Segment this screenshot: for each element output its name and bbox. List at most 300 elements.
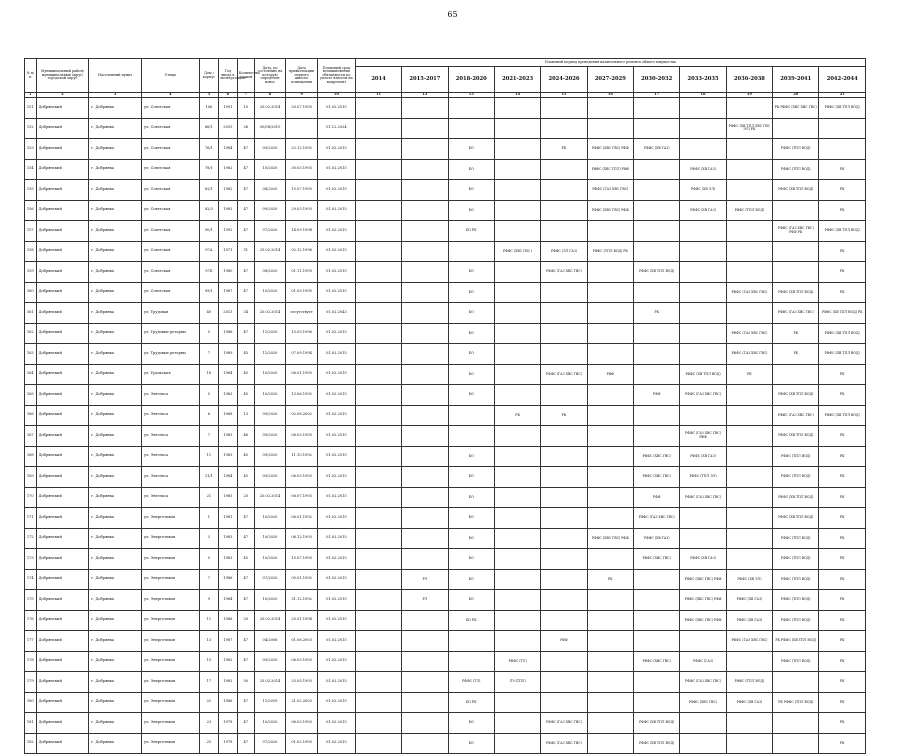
period-work-cell	[726, 262, 772, 283]
row-number: 180	[25, 692, 37, 713]
period-work-cell: РК	[819, 672, 866, 693]
street-cell: ул. Трудовые резервы	[141, 323, 199, 344]
period-work-cell	[541, 159, 587, 180]
period-work-cell: РФФС (ГАЗ ХВС ГВС)	[680, 672, 726, 693]
settlement-cell: г. Добрянка	[89, 610, 142, 631]
floors-cell: 47	[237, 631, 254, 652]
deadline-cell: 01.02.2015	[317, 446, 355, 467]
house-cell: 11	[199, 446, 218, 467]
year-built-cell: 1992	[218, 221, 237, 242]
inclusion-date-cell: 10/2020	[254, 282, 286, 303]
year-built-cell: 1991	[218, 98, 237, 119]
period-work-cell: РК РФФС (ХВ ТПЛ ВОД)	[773, 631, 819, 652]
inclusion-date-cell: 09/2020	[254, 139, 286, 160]
district-cell: Добрянский	[36, 323, 89, 344]
table-row	[25, 713, 866, 734]
header-period: 2036-2038	[726, 67, 772, 93]
period-work-cell	[494, 159, 540, 180]
period-work-cell: РК	[819, 733, 866, 754]
table-row	[25, 426, 866, 447]
deadline-cell: 01.02.2015	[317, 405, 355, 426]
header-no: № п/п	[25, 59, 37, 93]
privatization-date-cell: 11.10.1992	[286, 446, 318, 467]
period-work-cell: БО	[448, 344, 494, 365]
house-cell: 7	[199, 569, 218, 590]
period-work-cell: БО	[448, 569, 494, 590]
period-work-cell: РФФС (ГАЗ ХВС ГВС)	[587, 180, 633, 201]
table-row	[25, 139, 866, 160]
settlement-cell: г. Добрянка	[89, 200, 142, 221]
year-built-cell: 1986	[218, 569, 237, 590]
floors-cell: 47	[237, 221, 254, 242]
period-work-cell: РК	[819, 364, 866, 385]
settlement-cell: г. Добрянка	[89, 426, 142, 447]
period-work-cell	[355, 467, 401, 488]
street-cell: ул. Советская	[141, 221, 199, 242]
period-work-cell: РФФС (ГАЗ ХВС ГВС)	[634, 508, 680, 529]
column-number: 6	[218, 93, 237, 98]
period-work-cell	[448, 426, 494, 447]
settlement-cell: г. Добрянка	[89, 508, 142, 529]
period-work-cell	[402, 303, 448, 324]
period-work-cell: РК РФФС (ХВС ХВС ГВС)	[773, 98, 819, 119]
period-work-cell: БО	[448, 180, 494, 201]
period-work-cell	[494, 282, 540, 303]
house-cell: 22	[199, 692, 218, 713]
period-work-cell	[402, 323, 448, 344]
inclusion-date-cell: 07/2020	[254, 733, 286, 754]
period-work-cell: РК	[819, 467, 866, 488]
period-work-cell	[541, 426, 587, 447]
period-work-cell	[355, 98, 401, 119]
table-row	[25, 118, 866, 139]
period-work-cell	[680, 241, 726, 262]
district-cell: Добрянский	[36, 303, 89, 324]
floors-cell: 45	[237, 446, 254, 467]
period-work-cell: РФФС (ГАЗ ХВС ГВС)	[541, 713, 587, 734]
inclusion-date-cell: 11/2020	[254, 323, 286, 344]
period-work-cell: БО	[448, 487, 494, 508]
period-work-cell	[819, 139, 866, 160]
capital-repair-register	[24, 58, 866, 754]
year-built-cell: 1984	[218, 467, 237, 488]
privatization-date-cell: 30.03.1993	[286, 159, 318, 180]
period-work-cell: БО	[448, 528, 494, 549]
period-work-cell	[541, 323, 587, 344]
house-cell: 5	[199, 385, 218, 406]
year-built-cell: 1985	[218, 487, 237, 508]
inclusion-date-cell: 08/2020	[254, 262, 286, 283]
street-cell: ул. Советская	[141, 200, 199, 221]
period-work-cell: РФФС (ХВС ГВС) РФФ	[587, 200, 633, 221]
period-work-cell: РК	[819, 528, 866, 549]
floors-cell: 47	[237, 528, 254, 549]
period-work-cell: РК	[819, 569, 866, 590]
table-row	[25, 385, 866, 406]
table-row	[25, 610, 866, 631]
period-work-cell: БО	[448, 364, 494, 385]
period-work-cell	[587, 651, 633, 672]
period-work-cell	[541, 672, 587, 693]
privatization-date-cell: 31.12.1992	[286, 590, 318, 611]
row-number: 176	[25, 610, 37, 631]
period-work-cell	[402, 426, 448, 447]
table-row	[25, 692, 866, 713]
period-work-cell: РФФС (ХВС ГВС)	[634, 467, 680, 488]
period-work-cell	[726, 139, 772, 160]
table-row	[25, 549, 866, 570]
period-work-cell	[541, 610, 587, 631]
district-cell: Добрянский	[36, 590, 89, 611]
period-work-cell: РФФС (ХВ ГАЗ)	[680, 549, 726, 570]
table-row	[25, 180, 866, 201]
period-work-cell: РФФС (ХВ ТПЛ ВОД)	[773, 385, 819, 406]
year-built-cell: 1982	[218, 651, 237, 672]
period-work-cell	[355, 180, 401, 201]
period-work-cell	[448, 631, 494, 652]
period-work-cell	[402, 651, 448, 672]
house-cell: 82/3	[199, 200, 218, 221]
district-cell: Добрянский	[36, 426, 89, 447]
table-row	[25, 241, 866, 262]
period-work-cell: РФФ	[541, 631, 587, 652]
period-work-cell	[448, 118, 494, 139]
header-inclusion-date: Дата, по состоянию на которую определен износ	[254, 59, 286, 93]
table-row	[25, 631, 866, 652]
period-work-cell	[726, 180, 772, 201]
period-work-cell	[355, 733, 401, 754]
period-work-cell	[402, 631, 448, 652]
period-work-cell: РФФС (ТПЛ ВОД)	[773, 139, 819, 160]
period-work-cell: РФФС (ХВС ГВС) РФФ	[680, 610, 726, 631]
header-street: Улица	[141, 59, 199, 93]
row-number: 154	[25, 159, 37, 180]
district-cell: Добрянский	[36, 405, 89, 426]
header-year-built: Год ввода в эксплуатацию	[218, 59, 237, 93]
period-work-cell	[680, 528, 726, 549]
period-work-cell	[355, 405, 401, 426]
inclusion-date-cell: 09/2020	[254, 446, 286, 467]
inclusion-date-cell: 11/2019	[254, 692, 286, 713]
deadline-cell: 01.02.2015	[317, 467, 355, 488]
period-work-cell	[680, 405, 726, 426]
year-built-cell: 1980	[218, 262, 237, 283]
street-cell: ул. Советская	[141, 98, 199, 119]
period-work-cell	[494, 467, 540, 488]
privatization-date-cell: 06.12.1993	[286, 528, 318, 549]
row-number: 161	[25, 303, 37, 324]
period-work-cell	[587, 385, 633, 406]
period-work-cell: РФФС (ТПЛ ВОД)	[773, 590, 819, 611]
period-work-cell: РК	[819, 282, 866, 303]
period-work-cell	[726, 446, 772, 467]
floors-cell: 47	[237, 180, 254, 201]
period-work-cell	[355, 139, 401, 160]
period-work-cell: РФФС (ХВ ЭЛ)	[680, 180, 726, 201]
year-built-cell: 1983	[218, 446, 237, 467]
period-work-cell	[355, 221, 401, 242]
period-work-cell	[494, 323, 540, 344]
inclusion-date-cell: 30/08/2015	[254, 118, 286, 139]
period-work-cell: РК	[773, 344, 819, 365]
period-work-cell	[541, 200, 587, 221]
period-work-cell	[448, 98, 494, 119]
period-work-cell	[494, 610, 540, 631]
period-work-cell: РФФ	[587, 364, 633, 385]
period-work-cell: РК	[634, 303, 680, 324]
period-work-cell: РФФС (ХВС ГВС) РФФ	[587, 528, 633, 549]
row-number: 153	[25, 139, 37, 160]
floors-cell: 25	[237, 487, 254, 508]
privatization-date-cell: отсутствует	[286, 303, 318, 324]
deadline-cell: 01.02.2015	[317, 672, 355, 693]
period-work-cell: БО	[448, 590, 494, 611]
period-work-cell	[634, 159, 680, 180]
row-number: 174	[25, 569, 37, 590]
period-work-cell	[680, 221, 726, 242]
column-number: 18	[680, 93, 726, 98]
settlement-cell: г. Добрянка	[89, 467, 142, 488]
period-work-cell	[587, 426, 633, 447]
period-work-cell	[541, 487, 587, 508]
period-work-cell	[355, 200, 401, 221]
deadline-cell: 01.02.2015	[317, 610, 355, 631]
privatization-date-cell: 13.06.1992	[286, 385, 318, 406]
period-work-cell	[587, 98, 633, 119]
period-work-cell: РК	[819, 590, 866, 611]
period-work-cell	[494, 180, 540, 201]
period-work-cell	[494, 590, 540, 611]
floors-cell: 47	[237, 590, 254, 611]
period-work-cell	[587, 692, 633, 713]
deadline-cell: 01.02.2015	[317, 241, 355, 262]
period-work-cell	[402, 221, 448, 242]
deadline-cell: 01.02.2015	[317, 590, 355, 611]
period-work-cell	[541, 344, 587, 365]
house-cell: 90/1	[199, 221, 218, 242]
inclusion-date-cell: 07/2020	[254, 569, 286, 590]
street-cell: ул. Советская	[141, 180, 199, 201]
year-built-cell: 1984	[218, 590, 237, 611]
floors-cell: 45	[237, 364, 254, 385]
period-work-cell	[494, 385, 540, 406]
period-work-cell	[541, 446, 587, 467]
period-work-cell	[355, 528, 401, 549]
period-work-cell	[494, 487, 540, 508]
street-cell: ул. Советская	[141, 282, 199, 303]
period-work-cell: РФФС (ХВС ТПЛ) РФФ	[587, 159, 633, 180]
period-work-cell	[355, 692, 401, 713]
period-work-cell	[634, 282, 680, 303]
period-work-cell	[402, 241, 448, 262]
period-work-cell: РФФС (ХВ ТПЛ ВОД)	[819, 405, 866, 426]
period-work-cell: РФФС (ГАЗ ХВС ГВС)	[773, 303, 819, 324]
period-work-cell	[587, 590, 633, 611]
period-work-cell: РК РФФС (ТПЛ ВОД)	[773, 692, 819, 713]
period-work-cell: РФФС (ХВ ГАЗ)	[634, 139, 680, 160]
column-number: 8	[254, 93, 286, 98]
period-work-cell: РК	[819, 508, 866, 529]
period-work-cell: РФФС (ТПЛ ЭЛ)	[680, 467, 726, 488]
district-cell: Добрянский	[36, 733, 89, 754]
period-work-cell: БО	[448, 467, 494, 488]
year-built-cell: 1986	[218, 610, 237, 631]
period-work-cell	[634, 672, 680, 693]
year-built-cell: 1982	[218, 180, 237, 201]
period-work-cell: БО	[448, 549, 494, 570]
period-work-cell: РФФС (ТПЛ ВОД)	[773, 610, 819, 631]
period-work-cell	[402, 180, 448, 201]
house-cell: 17	[199, 672, 218, 693]
street-cell: ул. Энергетиков	[141, 610, 199, 631]
floors-cell: 47	[237, 508, 254, 529]
deadline-cell: 01.02.2015	[317, 713, 355, 734]
period-work-cell	[402, 200, 448, 221]
deadline-cell: 01.02.2015	[317, 200, 355, 221]
street-cell: ул. Советская	[141, 139, 199, 160]
header-row	[25, 59, 866, 67]
column-number: 9	[286, 93, 318, 98]
district-cell: Добрянский	[36, 364, 89, 385]
settlement-cell: г. Добрянка	[89, 733, 142, 754]
period-work-cell	[587, 631, 633, 652]
period-work-cell: РФФС (ТПЛ ВОД)	[726, 672, 772, 693]
period-work-cell	[726, 508, 772, 529]
district-cell: Добрянский	[36, 344, 89, 365]
row-number: 164	[25, 364, 37, 385]
header-period: 2021-2023	[494, 67, 540, 93]
privatization-date-cell: 29.03.1993	[286, 200, 318, 221]
privatization-date-cell: 20.07.1993	[286, 98, 318, 119]
privatization-date-cell: 06.03.1993	[286, 426, 318, 447]
floors-cell: 47	[237, 262, 254, 283]
street-cell: ул. Энергетиков	[141, 569, 199, 590]
row-number: 175	[25, 590, 37, 611]
period-work-cell: БО РК	[448, 221, 494, 242]
period-work-cell	[494, 426, 540, 447]
period-work-cell	[494, 508, 540, 529]
period-work-cell: БО	[448, 713, 494, 734]
floors-cell: 47	[237, 159, 254, 180]
year-built-cell: 1987	[218, 282, 237, 303]
period-work-cell: РФФС (ЭЛ ГАЗ)	[541, 241, 587, 262]
period-work-cell	[355, 487, 401, 508]
street-cell: ул. Энгельса	[141, 487, 199, 508]
column-number: 4	[141, 93, 199, 98]
table-row	[25, 467, 866, 488]
house-cell: 97А	[199, 241, 218, 262]
street-cell: ул. Энергетиков	[141, 692, 199, 713]
period-work-cell	[634, 610, 680, 631]
district-cell: Добрянский	[36, 651, 89, 672]
period-work-cell	[402, 385, 448, 406]
floors-cell: 47	[237, 200, 254, 221]
period-work-cell	[355, 610, 401, 631]
period-work-cell	[587, 610, 633, 631]
street-cell: ул. Энергетиков	[141, 672, 199, 693]
year-built-cell: 1987	[218, 631, 237, 652]
period-work-cell	[587, 262, 633, 283]
column-number: 17	[634, 93, 680, 98]
deadline-cell: 01.02.2015	[317, 508, 355, 529]
period-work-cell	[402, 262, 448, 283]
header-period: 2024-2026	[541, 67, 587, 93]
period-work-cell: БО	[448, 262, 494, 283]
period-work-cell: РФФС (ТПЛ ВОД)	[726, 200, 772, 221]
period-work-cell	[355, 569, 401, 590]
period-work-cell: РФФС (ТПЛ ВОД)	[773, 549, 819, 570]
district-cell: Добрянский	[36, 672, 89, 693]
row-number: 171	[25, 508, 37, 529]
period-work-cell	[680, 508, 726, 529]
street-cell: ул. Советская	[141, 262, 199, 283]
settlement-cell: г. Добрянка	[89, 364, 142, 385]
year-built-cell: 1983	[218, 528, 237, 549]
settlement-cell: г. Добрянка	[89, 713, 142, 734]
period-work-cell: РФФС (ХВ ТПЛ ВОД)	[773, 180, 819, 201]
settlement-cell: г. Добрянка	[89, 672, 142, 693]
district-cell: Добрянский	[36, 569, 89, 590]
street-cell: ул. Энергетиков	[141, 733, 199, 754]
row-number: 182	[25, 733, 37, 754]
deadline-cell: 01.02.2015	[317, 385, 355, 406]
house-cell: 66/1	[199, 118, 218, 139]
period-work-cell	[402, 610, 448, 631]
inclusion-date-cell: 25.02.2014	[254, 241, 286, 262]
column-number: 1	[25, 93, 37, 98]
district-cell: Добрянский	[36, 610, 89, 631]
period-work-cell	[494, 528, 540, 549]
period-work-cell: РК	[819, 180, 866, 201]
year-built-cell: 1983	[218, 385, 237, 406]
column-number: 2	[36, 93, 89, 98]
street-cell: ул. Трудовые резервы	[141, 344, 199, 365]
year-built-cell: 2015	[218, 118, 237, 139]
deadline-cell: 01.02.2015	[317, 180, 355, 201]
settlement-cell: г. Добрянка	[89, 241, 142, 262]
period-work-cell	[680, 282, 726, 303]
period-work-cell	[402, 692, 448, 713]
column-number: 11	[355, 93, 401, 98]
settlement-cell: г. Добрянка	[89, 446, 142, 467]
period-work-cell	[494, 139, 540, 160]
period-work-cell: РФФС (ХВ ТПЛ ВОД)	[819, 221, 866, 242]
period-work-cell: РФФС (ТПЛ ВОД)	[773, 159, 819, 180]
period-work-cell	[680, 262, 726, 283]
period-work-cell	[355, 282, 401, 303]
inclusion-date-cell: 25.02.2014	[254, 487, 286, 508]
district-cell: Добрянский	[36, 549, 89, 570]
period-work-cell	[541, 692, 587, 713]
period-work-cell	[355, 672, 401, 693]
house-cell: 5	[199, 323, 218, 344]
privatization-date-cell: 25.05.1993	[286, 672, 318, 693]
period-work-cell: РФФС (ХВ ТПЛ ВОД)	[819, 323, 866, 344]
period-work-cell: БО	[448, 200, 494, 221]
period-work-cell	[773, 672, 819, 693]
period-work-cell	[587, 323, 633, 344]
district-cell: Добрянский	[36, 221, 89, 242]
period-work-cell	[726, 713, 772, 734]
column-number: 21	[819, 93, 866, 98]
table-row	[25, 323, 866, 344]
period-work-cell: РФФС (ТПЛ ВОД)	[773, 467, 819, 488]
period-work-cell	[587, 282, 633, 303]
floors-cell: 47	[237, 323, 254, 344]
privatization-date-cell: 06.07.1993	[286, 487, 318, 508]
period-work-cell: РФФС (ГАЗ ХВС ГВС)	[773, 405, 819, 426]
period-work-cell	[634, 405, 680, 426]
